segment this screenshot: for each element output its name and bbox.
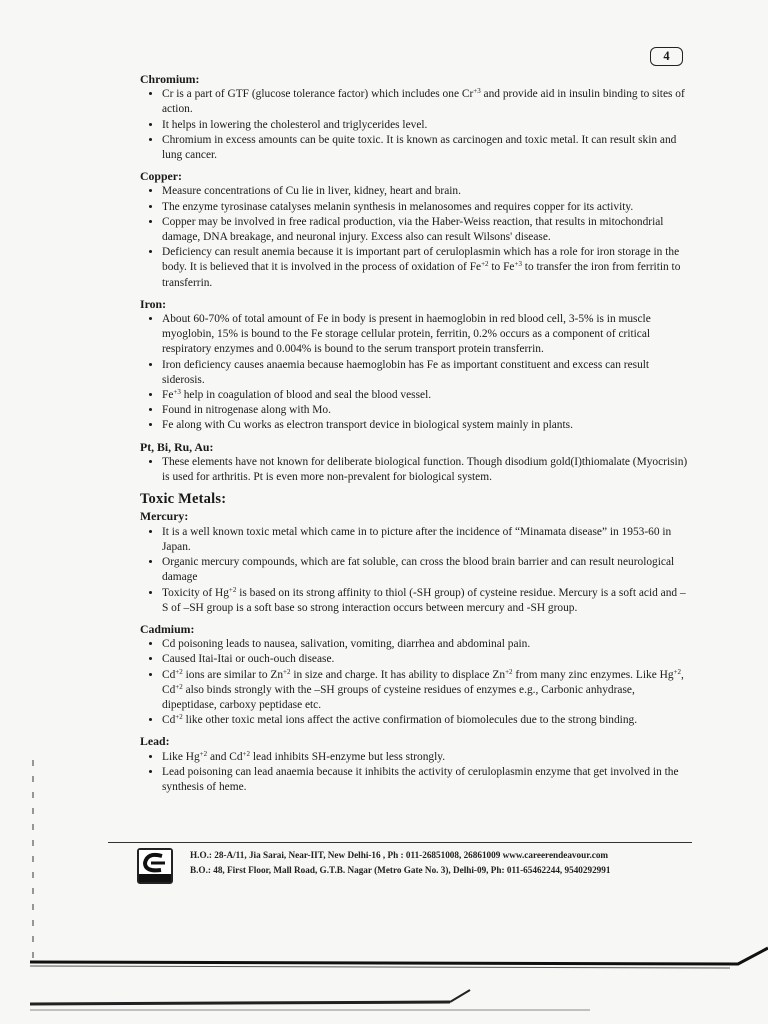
text-run: Deficiency can result anemia because it is important part of ceruloplasmin which has a role for iron storage in the body. It is believed that it is involved in the process of oxidation of Fe (162, 246, 680, 274)
bullet-item (162, 312, 688, 358)
bullet-list (140, 87, 688, 163)
superscript-charge: +2 (228, 585, 237, 594)
text-run: , Cd (162, 668, 684, 696)
text-run: Toxicity of Hg (162, 586, 229, 599)
bullet-list (140, 455, 688, 485)
text-run: to transfer the iron from ferritin to transferrin. (162, 261, 681, 289)
bullet-item (162, 652, 688, 667)
text-run: like other toxic metal ions affect the active confirmation of biomolecules due to the strong binding. (182, 714, 638, 727)
section-heading: Mercury: (140, 509, 189, 524)
superscript-charge: +3 (514, 260, 522, 269)
bullet-item (162, 358, 688, 388)
section (140, 734, 688, 795)
superscript-charge: +2 (481, 260, 489, 269)
text-run: Cr is a part of GTF (glucose tolerance factor) which includes one Cr (162, 88, 474, 101)
text-run: Organic mercury compounds, which are fat soluble, can cross the blood brain barrier and can result neurological damage (162, 556, 675, 584)
text-run: and provide aid in insulin binding to sites of action. (162, 88, 685, 116)
superscript-charge: +2 (283, 667, 291, 676)
section (140, 440, 688, 486)
text-run: Copper may be involved in free radical production, via the Haber-Weiss reaction, that results in mitochondrial damage, DNA breakage, and neuronal injury. Excess also can result Wilsons' disease. (162, 215, 664, 244)
section (140, 297, 688, 434)
bullet-item (162, 200, 688, 215)
bullet-item (162, 713, 688, 728)
superscript-charge: +3 (173, 388, 181, 397)
footer-divider (108, 842, 692, 843)
text-run: Caused Itai-Itai or ouch-ouch disease. (162, 653, 335, 666)
text-run: to Fe (488, 261, 515, 274)
superscript-charge: +2 (242, 749, 250, 758)
text-run: help in coagulation of blood and seal the blood vessel. (180, 389, 432, 402)
section-heading: Copper: (140, 169, 182, 184)
bullet-item (162, 750, 688, 765)
bullet-item (162, 184, 688, 199)
logo-icon (139, 850, 171, 882)
text-run: lead inhibits SH-enzyme but less strongly. (250, 750, 446, 763)
text-run: These elements have not known for deliberate biological function. Though disodium gold(I)thiomalate (Myocrisin) is used for arthritis. Pt is even more non-prevalent for biological system. (162, 455, 688, 484)
nutrient-metals-sections (140, 72, 688, 485)
toxic-metals-heading: Toxic Metals: (140, 491, 227, 508)
text-run: Found in nitrogenase along with Mo. (162, 404, 331, 417)
text-run: also binds strongly with the –SH groups of cysteine residues of enzymes e.g., Carbonic anhydrase, dipeptidase, carboxy peptidase etc. (162, 683, 635, 711)
superscript-charge: +2 (505, 667, 513, 676)
text-run: About 60-70% of total amount of Fe in body is present in haemoglobin in red blood cell, 3-5% is in muscle myoglobin, 15% is bound to the Fe storage cellular protein, ferritin, 0.2% occurs as a component of critical respiratory enzymes and 0.004% is bound to the serum transport protein transferrin. (162, 313, 651, 356)
text-run: Fe along with Cu works as electron transport device in biological system mainly in plants. (162, 419, 573, 432)
section (140, 622, 688, 728)
bullet-item (162, 215, 688, 245)
bullet-item (162, 245, 688, 291)
section-heading: Chromium: (140, 72, 200, 86)
bullet-list (140, 184, 688, 290)
binding-edge-artifact (30, 760, 36, 960)
bullet-item (162, 637, 688, 652)
superscript-charge: +2 (175, 713, 183, 722)
bullet-item (162, 555, 688, 585)
page-number: 4 (650, 47, 683, 66)
section-heading: Pt, Bi, Ru, Au: (140, 439, 214, 454)
bullet-list (140, 750, 688, 796)
bullet-list (140, 525, 688, 616)
bullet-item (162, 118, 688, 133)
text-run: Lead poisoning can lead anaemia because it inhibits the activity of ceruloplasmin enzyme that get involved in the synthesis of heme. (162, 765, 679, 793)
footer-branch-office: B.O.: 48, First Floor, Mall Road, G.T.B. Nagar (Metro Gate No. 3), Delhi-09, Ph: 011-65462244, 9540292991 (190, 865, 611, 875)
bullet-item (162, 418, 688, 433)
text-run: The enzyme tyrosinase catalyses melanin synthesis in melanosomes and requires copper for its activity. (162, 200, 634, 213)
toxic-metals-sections (140, 509, 688, 795)
section-heading: Iron: (140, 296, 167, 311)
superscript-charge: +2 (673, 667, 681, 676)
superscript-charge: +3 (473, 87, 481, 96)
career-endeavour-logo (137, 848, 173, 884)
bullet-item (162, 388, 688, 403)
bullet-item (162, 586, 688, 616)
text-run: It is a well known toxic metal which came in to picture after the incidence of “Minamata disease” in 1953-60 in Japan. (162, 525, 672, 553)
footer-address (190, 848, 690, 878)
footer-head-office: H.O.: 28-A/11, Jia Sarai, Near-IIT, New Delhi-16 , Ph : 011-26851008, 26861009 www.careerendeavour.com (190, 850, 609, 860)
section-heading: Cadmium: (140, 621, 195, 636)
text-run: Measure concentrations of Cu lie in liver, kidney, heart and brain. (162, 185, 461, 198)
text-run: It helps in lowering the cholesterol and triglycerides level. (162, 118, 428, 131)
superscript-charge: +2 (175, 667, 183, 676)
bullet-item (162, 87, 688, 117)
text-run: from many zinc enzymes. Like Hg (512, 668, 674, 681)
text-run: is based on its strong affinity to thiol (-SH group) of cysteine residue. Mercury is a soft acid and –S of –SH group is a soft base so strong interaction occurs between mercury and -SH group. (162, 586, 686, 614)
superscript-charge: +2 (199, 749, 208, 758)
section-heading: Lead: (140, 734, 170, 749)
text-run: Fe (162, 389, 174, 402)
bullet-item (162, 525, 688, 555)
text-run: Cd (162, 714, 176, 727)
text-run: Iron deficiency causes anaemia because haemoglobin has Fe as important constituent and excess can result siderosis. (162, 358, 650, 386)
bullet-list (140, 637, 688, 728)
bullet-item (162, 403, 688, 418)
text-run: Cd (162, 668, 176, 681)
section (140, 509, 688, 615)
section (140, 72, 688, 163)
bullet-item (162, 133, 688, 163)
bullet-item (162, 765, 688, 795)
bullet-item (162, 455, 688, 485)
text-run: Chromium in excess amounts can be quite toxic. It is known as carcinogen and toxic metal. It can result skin and lung cancer. (162, 133, 677, 162)
document-body (140, 72, 688, 801)
scan-edge-artifact (30, 940, 768, 1024)
bullet-item (162, 668, 688, 714)
bullet-list (140, 312, 688, 434)
section (140, 169, 688, 291)
text-run: Cd poisoning leads to nausea, salivation, vomiting, diarrhea and abdominal pain. (162, 638, 531, 651)
text-run: in size and charge. It has ability to displace Zn (290, 668, 506, 681)
text-run: ions are similar to Zn (182, 668, 284, 681)
text-run: and Cd (207, 750, 243, 763)
superscript-charge: +2 (175, 682, 183, 691)
text-run: Like Hg (162, 750, 200, 763)
